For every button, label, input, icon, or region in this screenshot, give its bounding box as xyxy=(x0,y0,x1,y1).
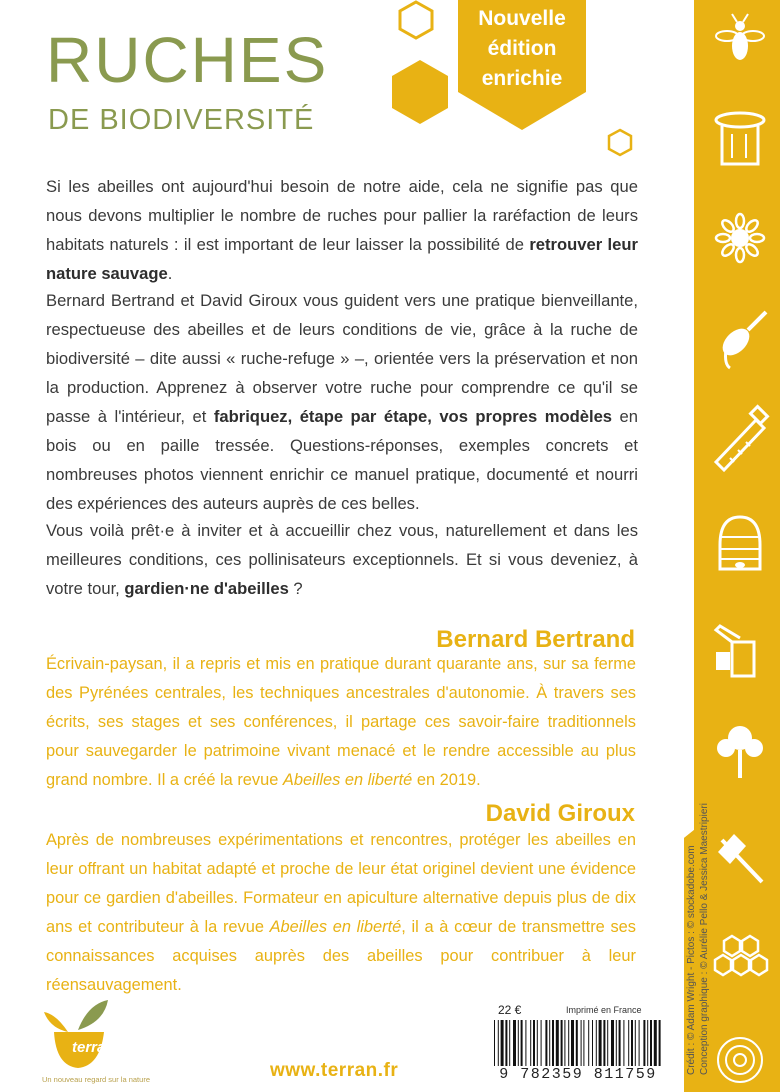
credits-line-2: Conception graphique : © Aurélie Pello & Jessica Maestripieri xyxy=(698,803,710,1075)
logo-word: terran xyxy=(72,1039,115,1056)
printed-in: Imprimé en France xyxy=(566,1005,642,1015)
bio2-magazine: Abeilles en liberté xyxy=(269,918,402,936)
p3-text: Vous voilà prêt·e à inviter et à accueillir chez vous, naturellement et dans les meilleures conditions, ces pollinisateurs exceptionnels. Et si vous deveniez, à votre tour, xyxy=(46,521,638,598)
log-hive-icon xyxy=(716,113,764,164)
p1-text: Si les abeilles ont aujourd'hui besoin de notre aide, cela ne signifie pas que nous devons multiplier le nombre de ruches pour pallier la raréfaction de leurs habitats naturels : il est important de leur laisser la possibilité de xyxy=(46,177,638,254)
closing-paragraph xyxy=(46,516,638,603)
tree-icon xyxy=(717,726,763,778)
wood-slice-icon xyxy=(718,1038,762,1082)
author-name-giroux: David Giroux xyxy=(485,800,635,827)
bio1-magazine: Abeilles en liberté xyxy=(282,771,413,789)
badge-line-1: Nouvelle xyxy=(478,7,566,30)
intro-paragraph xyxy=(46,172,638,288)
badge-line-2: édition xyxy=(487,37,557,60)
honeycomb-icon xyxy=(715,936,767,975)
smoker-icon xyxy=(716,626,754,676)
book-title: RUCHES xyxy=(46,24,329,96)
terran-logo xyxy=(38,998,118,1074)
author-name-bertrand: Bernard Bertrand xyxy=(436,626,635,653)
barcode xyxy=(492,1020,664,1066)
edition-badge xyxy=(462,4,582,94)
p1-bold: retrouver leur nature sauvage xyxy=(46,235,638,283)
price: 22 € xyxy=(498,1003,522,1017)
skep-icon xyxy=(720,517,760,569)
website-url: www.terran.fr xyxy=(270,1060,399,1081)
bio1-end: en 2019. xyxy=(412,771,481,789)
p3-bold: gardien·ne d'abeilles xyxy=(124,579,289,598)
book-subtitle: DE BIODIVERSITÉ xyxy=(48,104,315,136)
bio1-text: Écrivain-paysan, il a repris et mis en pratique durant quarante ans, sur sa ferme des Pyrénées centrales, les techniques ancestrales d'autonomie. À travers ses écrits, ses stages et ses conférences, il partage ces savoir-faire traditionnels pour sauvegarder le patrimoine vivant menacé et le rendre accessible au plus grand nombre. Il a créé la revue xyxy=(46,655,636,789)
p1-end: . xyxy=(167,264,173,283)
saw-icon xyxy=(716,407,767,470)
author-bio-giroux xyxy=(46,826,636,1000)
author-bio-bertrand xyxy=(46,650,636,795)
p2-text: Bernard Bertrand et David Giroux vous guident vers une pratique bienveillante, respectueuse des abeilles et de leurs conditions de vie, grâce à la ruche de biodiversité – dite aussi « ruche-refuge » –, orientée vers la préservation et non la production. Apprenez à observer votre ruche pour comprendre ce qu'il se passe à l'intérieur, et xyxy=(46,291,638,426)
bio2-end: , il a à cœur de transmettre ses connaissances acquises auprès des abeilles pour contribuer à leur réensauvagement. xyxy=(46,918,636,994)
credits-line-1: Crédit : © Adam Wright - Pictos : © stockadobe.com xyxy=(686,845,697,1075)
p3-end: ? xyxy=(288,579,303,598)
honey-dipper-icon xyxy=(718,312,766,368)
p2-end: en bois ou en paille tressée. Questions-réponses, exemples concrets et nombreuses photos viennent enrichir ce manuel pratique, documenté et nourri des expériences des auteurs auprès de ces belles. xyxy=(46,407,638,513)
flower-icon xyxy=(716,214,764,262)
side-icons xyxy=(700,0,780,1092)
publisher-tagline: Un nouveau regard sur la nature xyxy=(42,1075,150,1084)
axe-icon xyxy=(718,834,762,882)
isbn-number: 9 782359 811759 xyxy=(499,1066,657,1083)
p2-bold: fabriquez, étape par étape, vos propres modèles xyxy=(213,407,613,426)
bio2-text: Après de nombreuses expérimentations et rencontres, protéger les abeilles en leur offrant un habitat adapté et proche de leur état originel devient une évidence pour ce gardien d'abeilles. Formateur en apiculture alternative depuis plus de dix ans et contributeur à la revue xyxy=(46,831,636,936)
bee-icon xyxy=(716,14,764,60)
method-paragraph xyxy=(46,286,638,518)
badge-line-3: enrichie xyxy=(481,67,563,90)
